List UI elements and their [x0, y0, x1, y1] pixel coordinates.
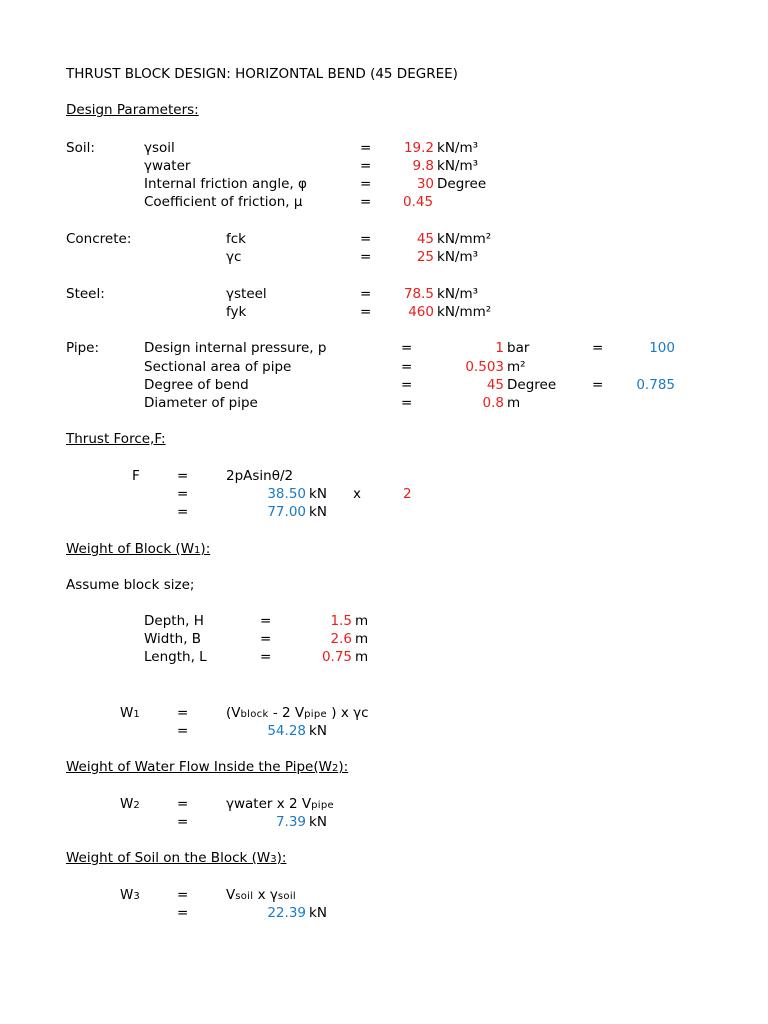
param-name: Internal friction angle, φ [144, 176, 307, 192]
converted-value: 0.785 [636, 377, 675, 393]
thrust-total-value: 77.00 [267, 504, 306, 520]
equals-sign: = [360, 194, 372, 210]
thrust-unit: kN [309, 486, 327, 502]
equals-sign: = [177, 468, 189, 484]
equals-sign: = [177, 504, 189, 520]
dim-unit: m [355, 631, 369, 647]
dim-name: Depth, H [144, 613, 204, 629]
param-name: fyk [226, 304, 247, 320]
soil-label: Soil: [66, 140, 95, 156]
w2-unit: kN [309, 814, 327, 830]
w3-unit: kN [309, 905, 327, 921]
param-name: Design internal pressure, p [144, 340, 327, 356]
dim-value: 2.6 [330, 631, 352, 647]
equals-sign: = [260, 631, 272, 647]
param-unit: kN/m³ [437, 249, 479, 265]
equals-sign: = [360, 286, 372, 302]
thrust-half-value: 38.50 [267, 486, 306, 502]
w1-formula: (Vblock - 2 Vpipe ) x γc [226, 705, 369, 721]
equals-sign: = [592, 340, 604, 356]
param-unit: kN/m³ [437, 158, 479, 174]
dim-value: 0.75 [321, 649, 352, 665]
concrete-label: Concrete: [66, 231, 132, 247]
w1-unit: kN [309, 723, 327, 739]
equals-sign: = [360, 231, 372, 247]
param-name: Sectional area of pipe [144, 359, 292, 375]
param-unit: kN/mm² [437, 231, 492, 247]
equals-sign: = [360, 304, 372, 320]
converted-value: 100 [649, 340, 675, 356]
w2-formula: γwater x 2 Vpipe [226, 796, 334, 812]
equals-sign: = [177, 723, 189, 739]
equals-sign: = [177, 486, 189, 502]
w2-symbol: W2 [120, 796, 140, 812]
param-unit: m [507, 395, 521, 411]
w1-heading: Weight of Block (W1): [66, 541, 211, 557]
param-value: 25 [416, 249, 434, 265]
param-value: 19.2 [403, 140, 434, 156]
dim-name: Width, B [144, 631, 202, 647]
dim-unit: m [355, 649, 369, 665]
w3-symbol: W3 [120, 887, 140, 903]
equals-sign: = [401, 340, 413, 356]
param-value: 45 [416, 231, 434, 247]
assume-text: Assume block size; [66, 577, 195, 593]
param-name: Coefficient of friction, μ [144, 194, 303, 210]
dim-name: Length, L [144, 649, 207, 665]
param-unit: kN/m³ [437, 140, 479, 156]
param-value: 0.45 [403, 194, 434, 210]
equals-sign: = [360, 176, 372, 192]
page-title: THRUST BLOCK DESIGN: HORIZONTAL BEND (45 DEGREE) [66, 66, 458, 82]
param-value: 30 [416, 176, 434, 192]
equals-sign: = [401, 377, 413, 393]
param-value: 1 [495, 340, 504, 356]
w3-formula: Vsoil x γsoil [226, 887, 296, 903]
param-value: 460 [408, 304, 434, 320]
design-parameters-heading: Design Parameters: [66, 102, 199, 118]
param-name: fck [226, 231, 246, 247]
param-value: 78.5 [403, 286, 434, 302]
param-name: γsteel [226, 286, 267, 302]
times-sign: x [353, 486, 361, 502]
steel-label: Steel: [66, 286, 105, 302]
thrust-factor: 2 [403, 486, 412, 502]
param-value: 0.503 [465, 359, 504, 375]
equals-sign: = [177, 887, 189, 903]
w1-symbol: W1 [120, 705, 140, 721]
param-value: 9.8 [412, 158, 434, 174]
thrust-unit: kN [309, 504, 327, 520]
equals-sign: = [401, 395, 413, 411]
param-name: γwater [144, 158, 191, 174]
w3-result: 22.39 [267, 905, 306, 921]
param-name: γsoil [144, 140, 175, 156]
thrust-symbol: F [132, 468, 140, 484]
param-name: γc [226, 249, 242, 265]
equals-sign: = [177, 796, 189, 812]
param-unit: Degree [507, 377, 557, 393]
thrust-formula: 2pAsinθ/2 [226, 468, 294, 484]
equals-sign: = [401, 359, 413, 375]
pipe-label: Pipe: [66, 340, 100, 356]
param-name: Diameter of pipe [144, 395, 258, 411]
equals-sign: = [260, 613, 272, 629]
w1-result: 54.28 [267, 723, 306, 739]
dim-unit: m [355, 613, 369, 629]
param-unit: m² [507, 359, 526, 375]
w2-heading: Weight of Water Flow Inside the Pipe(W2): [66, 759, 349, 775]
equals-sign: = [360, 158, 372, 174]
equals-sign: = [592, 377, 604, 393]
w3-heading: Weight of Soil on the Block (W3): [66, 850, 287, 866]
equals-sign: = [260, 649, 272, 665]
w2-result: 7.39 [275, 814, 306, 830]
param-value: 0.8 [482, 395, 504, 411]
equals-sign: = [177, 905, 189, 921]
param-unit: kN/m³ [437, 286, 479, 302]
param-unit: Degree [437, 176, 487, 192]
param-unit: bar [507, 340, 530, 356]
thrust-heading: Thrust Force,F: [66, 431, 166, 447]
equals-sign: = [360, 140, 372, 156]
param-name: Degree of bend [144, 377, 249, 393]
param-value: 45 [486, 377, 504, 393]
dim-value: 1.5 [330, 613, 352, 629]
param-unit: kN/mm² [437, 304, 492, 320]
equals-sign: = [177, 705, 189, 721]
equals-sign: = [177, 814, 189, 830]
equals-sign: = [360, 249, 372, 265]
